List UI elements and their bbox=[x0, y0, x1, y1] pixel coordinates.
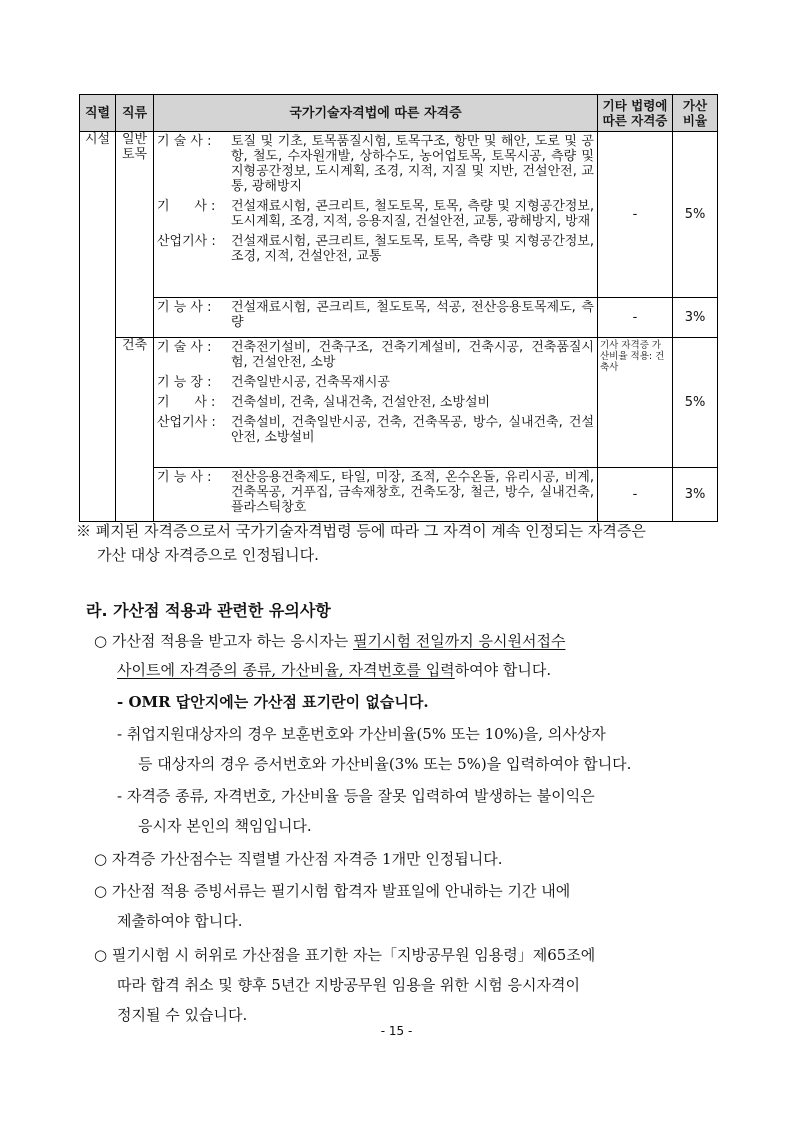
grade-desc: 토질 및 기초, 토목품질시험, 토목구조, 항만 및 해안, 도로 및 공항, 철도, 수자원개발, 상하수도, 농어업토목, 토목시공, 측량 및 지형공간정보, 도시계획, 조경, 지적, 지질 및 지반, 건설안전, 교통, 광해방지 bbox=[231, 134, 594, 194]
civil-other-1: - bbox=[598, 132, 673, 298]
header-other-line2: 따른 자격증 bbox=[602, 113, 668, 128]
arch-entry-master bbox=[154, 373, 597, 393]
type-civil-line2: 토목 bbox=[121, 147, 148, 162]
header-ratio-line1: 가산 bbox=[682, 98, 708, 113]
type-cell-civil bbox=[116, 132, 154, 338]
civil-entry-engineer-pro bbox=[154, 132, 597, 197]
grade-desc: 건축설비, 건축, 실내건축, 건설안전, 소방설비 bbox=[231, 395, 491, 410]
civil-entry-craftsman bbox=[154, 298, 597, 333]
grade-label: 기 사 : bbox=[157, 199, 216, 214]
grade-desc: 건축설비, 건축일반시공, 건축, 건축목공, 방수, 실내건축, 건설안전, 소방설비 bbox=[231, 415, 594, 445]
certificate-table bbox=[79, 94, 718, 522]
type-civil-line1: 일반 bbox=[121, 132, 148, 147]
header-ratio-line2: 비율 bbox=[682, 113, 708, 128]
civil-entry-industrial bbox=[154, 232, 597, 267]
grade-desc: 건설재료시험, 콘크리트, 철도토목, 토목, 측량 및 지형공간정보, 조경, 지적, 건설안전, 교통 bbox=[231, 234, 594, 264]
arch-ratio-2: 3% bbox=[673, 468, 718, 522]
table-row bbox=[80, 338, 718, 468]
grade-desc: 건설재료시험, 콘크리트, 철도토목, 토목, 측량 및 지형공간정보, 도시계획, 조경, 지적, 응용지질, 건설안전, 교통, 광해방지, 방재 bbox=[231, 199, 594, 229]
arch-entry-craftsman bbox=[154, 468, 597, 518]
civil-ratio-1: 5% bbox=[673, 132, 718, 298]
bullet-1-line-2 bbox=[117, 659, 551, 680]
arch-cert-cell bbox=[154, 338, 598, 468]
page-number: - 15 - bbox=[380, 1024, 413, 1038]
note-line-1: ※ 폐지된 자격증으로서 국가기술자격법령 등에 따라 그 자격이 계속 인정되는 자격증은 bbox=[76, 522, 646, 540]
bullet-1-suffix: 하여야 합니다. bbox=[454, 661, 552, 679]
dash-item-2-line-2: 등 대상자의 경우 증서번호와 가산비율(3% 또는 5%)을 입력하여야 합니다. bbox=[138, 755, 632, 773]
civil-entry-engineer bbox=[154, 197, 597, 232]
grade-label: 산업기사 : bbox=[157, 415, 216, 430]
grade-desc: 건축일반시공, 건축목재시공 bbox=[231, 375, 390, 390]
civil-ratio-2: 3% bbox=[673, 298, 718, 338]
dash-item-omr: - OMR 답안지에는 가산점 표기란이 없습니다. bbox=[117, 693, 429, 711]
header-type: 직류 bbox=[116, 95, 154, 132]
type-cell-arch: 건축 bbox=[116, 338, 154, 522]
arch-other-2: - bbox=[598, 468, 673, 522]
civil-cert-cell-2 bbox=[154, 298, 598, 338]
bullet-3-line-1: ○ 가산점 적용 증빙서류는 필기시험 합격자 발표일에 안내하는 기간 내에 bbox=[94, 882, 571, 900]
header-other-line1: 기타 법령에 bbox=[602, 98, 668, 113]
table-row bbox=[80, 298, 718, 338]
grade-label: 기 능 사 : bbox=[157, 300, 212, 315]
arch-ratio-1: 5% bbox=[673, 338, 718, 468]
bullet-1-prefix: ○ 가산점 적용을 받고자 하는 응시자는 bbox=[94, 632, 354, 650]
grade-label: 기 술 사 : bbox=[157, 340, 212, 355]
header-other-cert bbox=[598, 95, 673, 132]
header-series: 직렬 bbox=[80, 95, 116, 132]
dash-item-2-line-1: - 취업지원대상자의 경우 보훈번호와 가산비율(5% 또는 10%)을, 의사상자 bbox=[117, 725, 606, 743]
grade-desc: 전산응용건축제도, 타일, 미장, 조적, 온수온돌, 유리시공, 비계, 건축목공, 거푸집, 금속재창호, 건축도장, 철근, 방수, 실내건축, 플라스틱창호 bbox=[231, 470, 594, 515]
arch-other-1: 기사 자격증 가산비율 적용: 건축사 bbox=[598, 338, 673, 468]
bullet-1-underlined-1: 필기시험 전일까지 응시원서접수 bbox=[353, 632, 566, 650]
note-line-2: 가산 대상 자격증으로 인정됩니다. bbox=[97, 546, 319, 564]
arch-entry-engineer bbox=[154, 393, 597, 413]
bullet-4-line-2: 따라 합격 취소 및 향후 5년간 지방공무원 임용을 위한 시험 응시자격이 bbox=[117, 976, 580, 994]
bullet-2: ○ 자격증 가산점수는 직렬별 가산점 자격증 1개만 인정됩니다. bbox=[94, 850, 503, 868]
grade-label: 기 능 장 : bbox=[157, 375, 212, 390]
grade-label: 기 사 : bbox=[157, 395, 216, 410]
bullet-1-underlined-2: 사이트에 자격증의 종류, 가산비율, 자격번호를 입력 bbox=[117, 661, 455, 679]
arch-entry-engineer-pro bbox=[154, 338, 597, 373]
grade-label: 산업기사 : bbox=[157, 234, 216, 249]
header-ratio bbox=[673, 95, 718, 132]
grade-desc: 건축전기설비, 건축구조, 건축기계설비, 건축시공, 건축품질시험, 건설안전, 소방 bbox=[231, 340, 594, 370]
bullet-1-line-1 bbox=[94, 630, 565, 651]
bullet-4-line-3: 정지될 수 있습니다. bbox=[117, 1006, 248, 1024]
grade-label: 기 술 사 : bbox=[157, 134, 212, 149]
header-national-cert: 국가기술자격법에 따른 자격증 bbox=[154, 95, 598, 132]
grade-desc: 건설재료시험, 콘크리트, 철도토목, 석공, 전산응용토목제도, 측량 bbox=[231, 300, 594, 330]
bullet-4-line-1: ○ 필기시험 시 허위로 가산점을 표기한 자는「지방공무원 임용령」제65조에 bbox=[94, 946, 596, 964]
civil-cert-cell bbox=[154, 132, 598, 298]
table-header-row bbox=[80, 95, 718, 132]
arch-cert-cell-2 bbox=[154, 468, 598, 522]
bullet-3-line-2: 제출하여야 합니다. bbox=[117, 912, 243, 930]
section-title: 라. 가산점 적용과 관련한 유의사항 bbox=[86, 601, 331, 620]
dash-item-3-line-2: 응시자 본인의 책임입니다. bbox=[138, 817, 312, 835]
arch-entry-industrial bbox=[154, 413, 597, 448]
series-cell: 시설 bbox=[80, 132, 116, 522]
civil-other-2: - bbox=[598, 298, 673, 338]
table-row bbox=[80, 132, 718, 298]
grade-label: 기 능 사 : bbox=[157, 470, 212, 485]
table-row bbox=[80, 468, 718, 522]
dash-item-3-line-1: - 자격증 종류, 자격번호, 가산비율 등을 잘못 입력하여 발생하는 불이익은 bbox=[117, 787, 595, 805]
